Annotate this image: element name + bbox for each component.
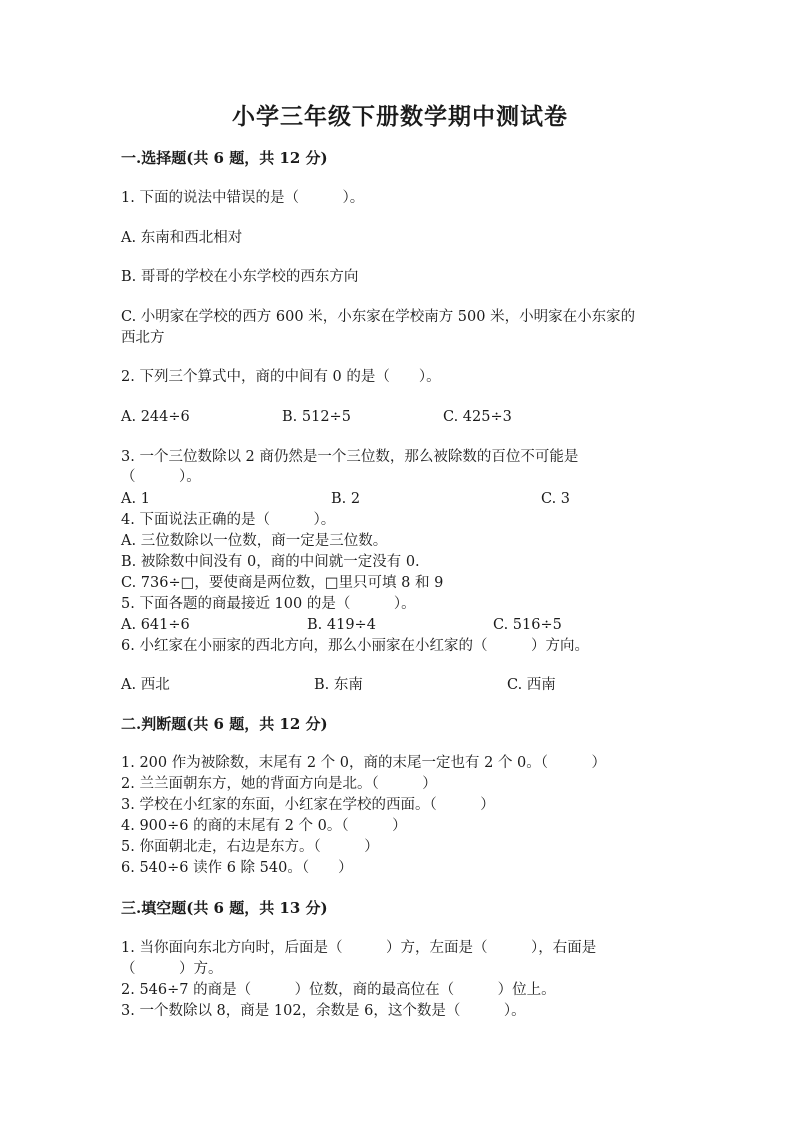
judgement-item: 4. 900÷6 的商的末尾有 2 个 0。（ ） xyxy=(121,818,407,834)
option: A. 西北 xyxy=(121,677,170,693)
option: B. 被除数中间没有 0，商的中间就一定没有 0. xyxy=(121,554,420,570)
question-stem: 5. 下面各题的商最接近 100 的是（ ）。 xyxy=(121,596,416,612)
judgement-item: 3. 学校在小红家的东面，小红家在学校的西面。（ ） xyxy=(121,797,495,813)
option: A. 东南和西北相对 xyxy=(121,230,243,246)
section-heading-fill-blank: 三.填空题(共 6 题，共 13 分) xyxy=(121,899,328,917)
page-title: 小学三年级下册数学期中测试卷 xyxy=(232,103,568,130)
question-stem: 4. 下面说法正确的是（ ）。 xyxy=(121,512,336,528)
option: B. 哥哥的学校在小东学校的西东方向 xyxy=(121,269,359,285)
option: C. 516÷5 xyxy=(493,617,562,633)
option-continuation: 西北方 xyxy=(121,330,165,346)
option: A. 244÷6 xyxy=(121,409,190,425)
question-stem: 2. 下列三个算式中，商的中间有 0 的是（ ）。 xyxy=(121,369,441,385)
question-stem: 1. 下面的说法中错误的是（ ）。 xyxy=(121,190,365,206)
fill-blank-item-continuation: （ ）方。 xyxy=(121,961,223,977)
fill-blank-item: 3. 一个数除以 8，商是 102，余数是 6，这个数是（ ）。 xyxy=(121,1003,526,1019)
option: C. 小明家在学校的西方 600 米，小东家在学校南方 500 米，小明家在小东家的 xyxy=(121,309,636,325)
option: A. 三位数除以一位数，商一定是三位数。 xyxy=(121,533,388,549)
option: B. 512÷5 xyxy=(282,409,351,425)
option: B. 419÷4 xyxy=(307,617,376,633)
judgement-item: 1. 200 作为被除数，末尾有 2 个 0，商的末尾一定也有 2 个 0。（ ） xyxy=(121,755,607,771)
option: C. 736÷□，要使商是两位数，□里只可填 8 和 9 xyxy=(121,575,444,591)
question-stem: 3. 一个三位数除以 2 商仍然是一个三位数，那么被除数的百位不可能是 xyxy=(121,449,579,465)
question-stem-continuation: （ ）。 xyxy=(121,469,201,485)
question-stem: 6. 小红家在小丽家的西北方向，那么小丽家在小红家的（ ）方向。 xyxy=(121,638,589,654)
judgement-item: 6. 540÷6 读作 6 除 540。（ ） xyxy=(121,860,353,876)
option: C. 西南 xyxy=(507,677,556,693)
fill-blank-item: 2. 546÷7 的商是（ ）位数，商的最高位在（ ）位上。 xyxy=(121,982,556,998)
option: A. 1 xyxy=(121,491,150,507)
option: C. 425÷3 xyxy=(443,409,512,425)
option: A. 641÷6 xyxy=(121,617,190,633)
option: C. 3 xyxy=(541,491,571,507)
section-heading-judgement: 二.判断题(共 6 题，共 12 分) xyxy=(121,715,328,733)
section-heading-choice: 一.选择题(共 6 题，共 12 分) xyxy=(121,149,328,167)
option: B. 东南 xyxy=(314,677,363,693)
option: B. 2 xyxy=(331,491,361,507)
fill-blank-item: 1. 当你面向东北方向时，后面是（ ）方，左面是（ ），右面是 xyxy=(121,940,597,956)
judgement-item: 2. 兰兰面朝东方，她的背面方向是北。（ ） xyxy=(121,776,437,792)
judgement-item: 5. 你面朝北走，右边是东方。（ ） xyxy=(121,839,379,855)
